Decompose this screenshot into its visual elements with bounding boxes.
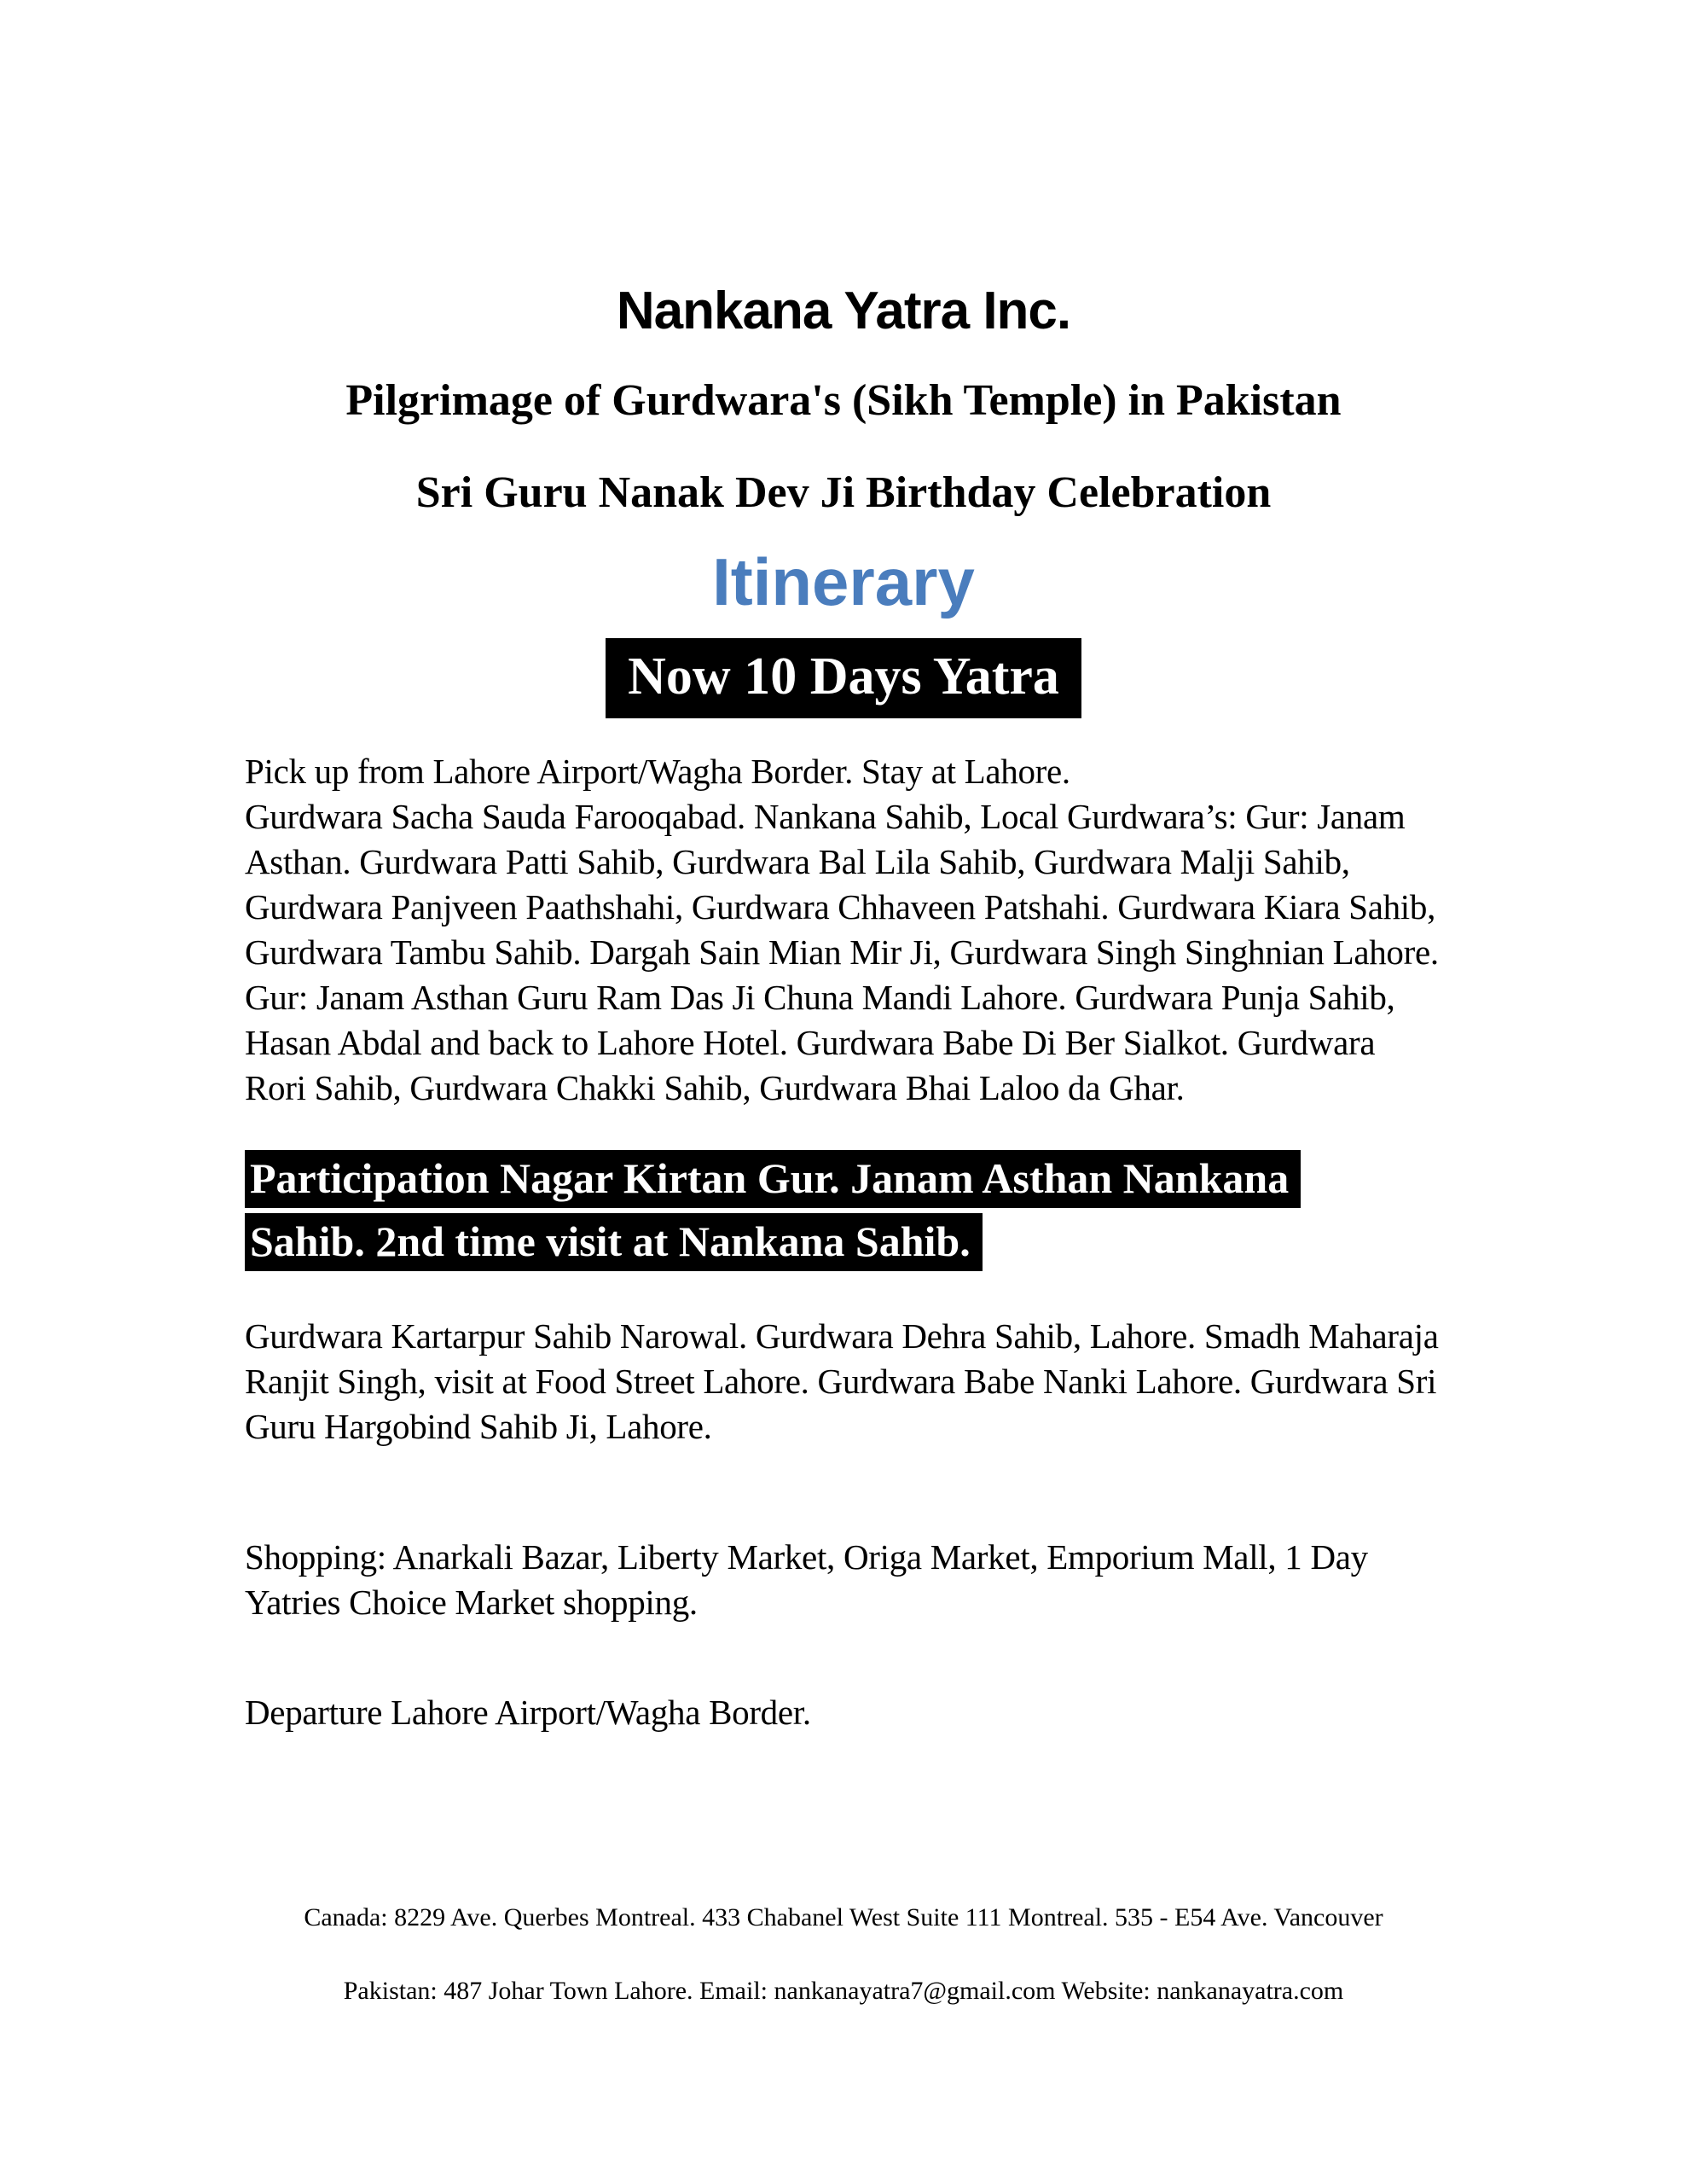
itinerary-body-text: Gurdwara Sacha Sauda Farooqabad. Nankana Sahib, Local Gurdwara’s: Gur: Janam Asthan. Gurdwara Patti Sahib, Gurdwara Bal Lila Sahib, Gurdwara Malji Sahib, Gurdwara Panjveen Paathshahi, Gurdwara Chhaveen Patshahi. Gurdwara Kiara Sahib, Gurdwara Tambu Sahib. Dargah Sain Mian Mir Ji, Gurdwara Singh Singhnian Lahore. Gur: Janam Asthan Guru Ram Das Ji Chuna Mandi Lahore. Gurdwara Punja Sahib, Hasan Abdal and back to Lahore Hotel. Gurdwara Babe Di Ber Sialkot. Gurdwara Rori Sahib, Gurdwara Chakki Sahib, Gurdwara Bhai Laloo da Ghar.: [245, 797, 1439, 1107]
highlight-line-2: Sahib. 2nd time visit at Nankana Sahib.: [245, 1213, 983, 1271]
yatra-duration-banner-row: [245, 638, 1442, 718]
footer: [0, 1901, 1687, 2048]
subtitle-pilgrimage: Pilgrimage of Gurdwara's (Sikh Temple) in Pakistan: [345, 376, 1342, 425]
page-title: Nankana Yatra Inc.: [616, 282, 1071, 340]
departure-paragraph: Departure Lahore Airport/Wagha Border.: [245, 1693, 811, 1732]
kartarpur-paragraph: Gurdwara Kartarpur Sahib Narowal. Gurdwara Dehra Sahib, Lahore. Smadh Maharaja Ranjit Singh, visit at Food Street Lahore. Gurdwara Babe Nanki Lahore. Gurdwara Sri Guru Hargobind Sahib Ji, Lahore.: [245, 1316, 1439, 1446]
footer-canada-address: Canada: 8229 Ave. Querbes Montreal. 433 Chabanel West Suite 111 Montreal. 535 - E54 Ave. Vancouver: [304, 1903, 1383, 1931]
nagar-kirtan-highlight: [245, 1150, 1442, 1271]
itinerary-heading: Itinerary: [712, 544, 975, 619]
highlight-line-1: Participation Nagar Kirtan Gur. Janam Asthan Nankana: [245, 1150, 1301, 1208]
shopping-paragraph: Shopping: Anarkali Bazar, Liberty Market, Origa Market, Emporium Mall, 1 Day Yatries Choice Market shopping.: [245, 1537, 1368, 1622]
yatra-duration-banner: Now 10 Days Yatra: [606, 638, 1081, 718]
subtitle-birthday-celebration: Sri Guru Nanak Dev Ji Birthday Celebration: [415, 468, 1272, 517]
itinerary-paragraph: [245, 749, 1442, 1111]
pickup-line: Pick up from Lahore Airport/Wagha Border. Stay at Lahore.: [245, 752, 1070, 791]
footer-pakistan-contact: Pakistan: 487 Johar Town Lahore. Email: nankanayatra7@gmail.com Website: nankanayatra.com: [343, 1977, 1344, 2005]
